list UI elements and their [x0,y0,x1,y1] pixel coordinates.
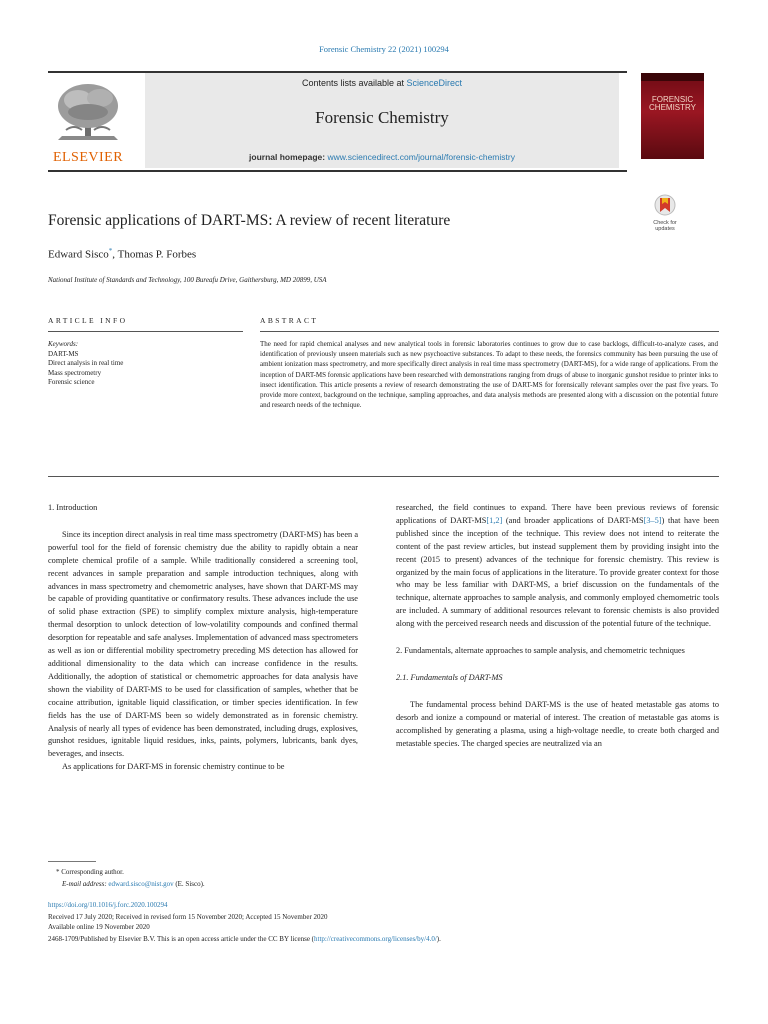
affiliation: National Institute of Standards and Technology, 100 Bureafu Drive, Gaithersburg, MD 20899, USA [48,276,327,284]
keyword-item: Mass spectrometry [48,368,102,377]
homepage-label: journal homepage: [249,152,328,162]
citation-link[interactable]: [3–5] [643,515,662,525]
elsevier-wordmark: ELSEVIER [52,150,124,165]
article-info-rule [48,331,243,332]
keywords-block [48,340,123,388]
journal-homepage [145,152,619,162]
bookmark-icon [648,194,682,216]
badge-line1: Check for [653,220,677,226]
body-column-right [396,502,719,751]
journal-title: Forensic Chemistry [315,108,449,127]
author-forbes[interactable]: Thomas P. Forbes [117,248,197,261]
header-bottom-rule [48,170,627,172]
check-for-updates-badge[interactable] [648,194,682,230]
abstract-bottom-rule [48,476,719,477]
badge-line2: updates [655,226,675,232]
cover-top-bar [641,73,704,81]
section-1-paragraph-1: Since its inception direct analysis in real time mass spectrometry (DART-MS) has been a powerful tool for the field of forensic chemistry due the ability to rapidly obtain a near complete chemical profile of a sample. While traditionally considered a screening tool, recent advances in sample preparation and sample introduction techniques, along with advances in mass spectrometry and chemometric analyses, have shown that DART-MS may be capable of providing quantitative or confirmatory results. These advances include the use of solid phase extraction (SPE) to simplify complex mixture analysis, high-temperature thermal desorption to unlock detection of low-volatility compounds and confined thermal desorption for repeatable and safe analyses. Implementation of advanced mass spectrometers as well as ion or differential mobility spectrometry preceding MS detection has allowed for additional dimensionality to the data which can increase confidence in the results. Additionally, the adoption of statistical or chemometric approaches for data analysis have shown the viability of DART-MS to be used for classification of samples, whether that be cocaine attribution, ignitable liquid classification, or timber species identification. In few fields has the use of DART-MS been so widely demonstrated as in forensic chemistry. Analysis of nearly all types of evidence has been demonstrated, including drugs, explosives, gunshot residues, ignitable liquid residues, inks, paints, polymers, lubricants, bank dyes, beverages, and insects. [48,529,358,759]
license-prefix: 2468-1709/Published by Elsevier B.V. This is an open access article under the CC BY license ( [48,935,315,943]
section-2-heading: 2. Fundamentals, alternate approaches to sample analysis, and chemometric techniques [396,646,685,656]
journal-cover-image [641,73,704,159]
footnote-mark: * [56,868,60,876]
cover-title-line1: FORENSIC [651,95,694,104]
body-column-left [48,502,358,774]
tree-icon [48,78,128,148]
article-title: Forensic applications of DART-MS: A review of recent literature [48,212,451,229]
license-suffix: ). [436,935,441,943]
section-1-paragraph-3 [396,502,719,631]
contents-line [145,78,619,88]
paragraph-text: ) that have been published since the inception of the technique. This review does not intend to reiterate the content of the past review articles, but instead supplement them by providing insight into the recent (2015 to present) advances of the technique for forensic chemistry. This review is organized by the main focus of applications in the literature. To provide greater context for those who may be less familiar with DART-MS, a brief discussion on the fundamentals of the technique, alternate approaches to sample analysis, and commonly employed chemometric tools are included. A summary of additional resources relevant to forensic chemists is also provided along with the perceived research needs and discussion of the potential future of the technique. [396,515,719,629]
cover-title [641,96,704,112]
footnote-rule [48,861,96,862]
section-2-1-paragraph-1: The fundamental process behind DART-MS is the use of heated metastable gas atoms to desorb and ionize a compound or material of interest. The creation of metastable gas atoms is accomplished by generating a plasma, using a high-voltage needle, to create both charged and metastable species. The charged species are neutralized via an [396,699,719,748]
received-dates: Received 17 July 2020; Received in revised form 15 November 2020; Accepted 15 November 2020 [48,913,328,921]
authors [48,247,196,261]
footnote-text: Corresponding author. [59,868,124,876]
license-line [48,934,441,944]
email-label: E-mail address: [62,880,109,888]
email-note [62,879,205,889]
available-online: Available online 19 November 2020 [48,923,150,931]
abstract-rule [260,331,719,332]
badge-text [648,220,682,232]
section-1-heading: 1. Introduction [48,503,98,512]
doi-link[interactable] [48,900,167,910]
abstract-heading: ABSTRACT [260,316,319,325]
keywords-label: Keywords: [48,340,79,348]
contents-prefix: Contents lists available at [301,78,407,88]
article-info-heading: ARTICLE INFO [48,316,128,325]
email-suffix: (E. Sisco). [173,880,205,888]
keyword-item: DART-MS [48,349,79,358]
keyword-item: Direct analysis in real time [48,359,124,368]
keyword-item: Forensic science [48,378,95,387]
corresponding-author-note [56,867,124,877]
cover-title-line2: CHEMISTRY [649,103,696,112]
author-sisco[interactable]: Edward Sisco [48,248,109,261]
sciencedirect-link[interactable]: ScienceDirect [406,78,463,88]
homepage-link[interactable]: www.sciencedirect.com/journal/forensic-chemistry [327,152,515,162]
paragraph-text: researched, the field continues to expand. There have been previous reviews of forensic applications of DART-MS [396,503,719,525]
corresponding-author-mark[interactable]: * [108,247,113,255]
paragraph-text: (and broader applications of DART-MS [502,515,644,525]
abstract-text: The need for rapid chemical analyses and new analytical tools in forensic laboratories continues to grow due to case backlogs, difficult-to-analyze cases, and identification of previously unseen materials such as new psychoactive substances. To adapt to these needs, the forensics community has been pursuing the use of ambient ionization mass spectrometry, and more specifically direct analysis in real time mass spectrometry (DART-MS), for a wide range of applications. From the inception of DART-MS forensic applications have been researched with demonstrations ranging from drugs of abuse to inorganic gunshot residue to printer inks to insect identification. This article presents a review of research demonstrating the use of DART-MS for forensically relevant samples over the past five years. To provide more context, background on the technique, sampling approaches, and data analysis methods are presented along with a discussion on the potential future and research needs of the technique. [260,340,718,410]
citation-link[interactable]: [1,2] [486,515,503,525]
section-1-paragraph-2: As applications for DART-MS in forensic chemistry continue to be [62,762,285,772]
doi-text[interactable]: https://doi.org/10.1016/j.forc.2020.100294 [48,901,168,909]
email-link[interactable]: edward.sisco@nist.gov [108,880,174,888]
journal-reference[interactable]: Forensic Chemistry 22 (2021) 100294 [319,44,449,54]
author-separator: , [112,248,118,261]
license-link[interactable]: http://creativecommons.org/licenses/by/4.0/ [314,935,437,943]
section-2-1-heading: 2.1. Fundamentals of DART-MS [396,672,503,682]
